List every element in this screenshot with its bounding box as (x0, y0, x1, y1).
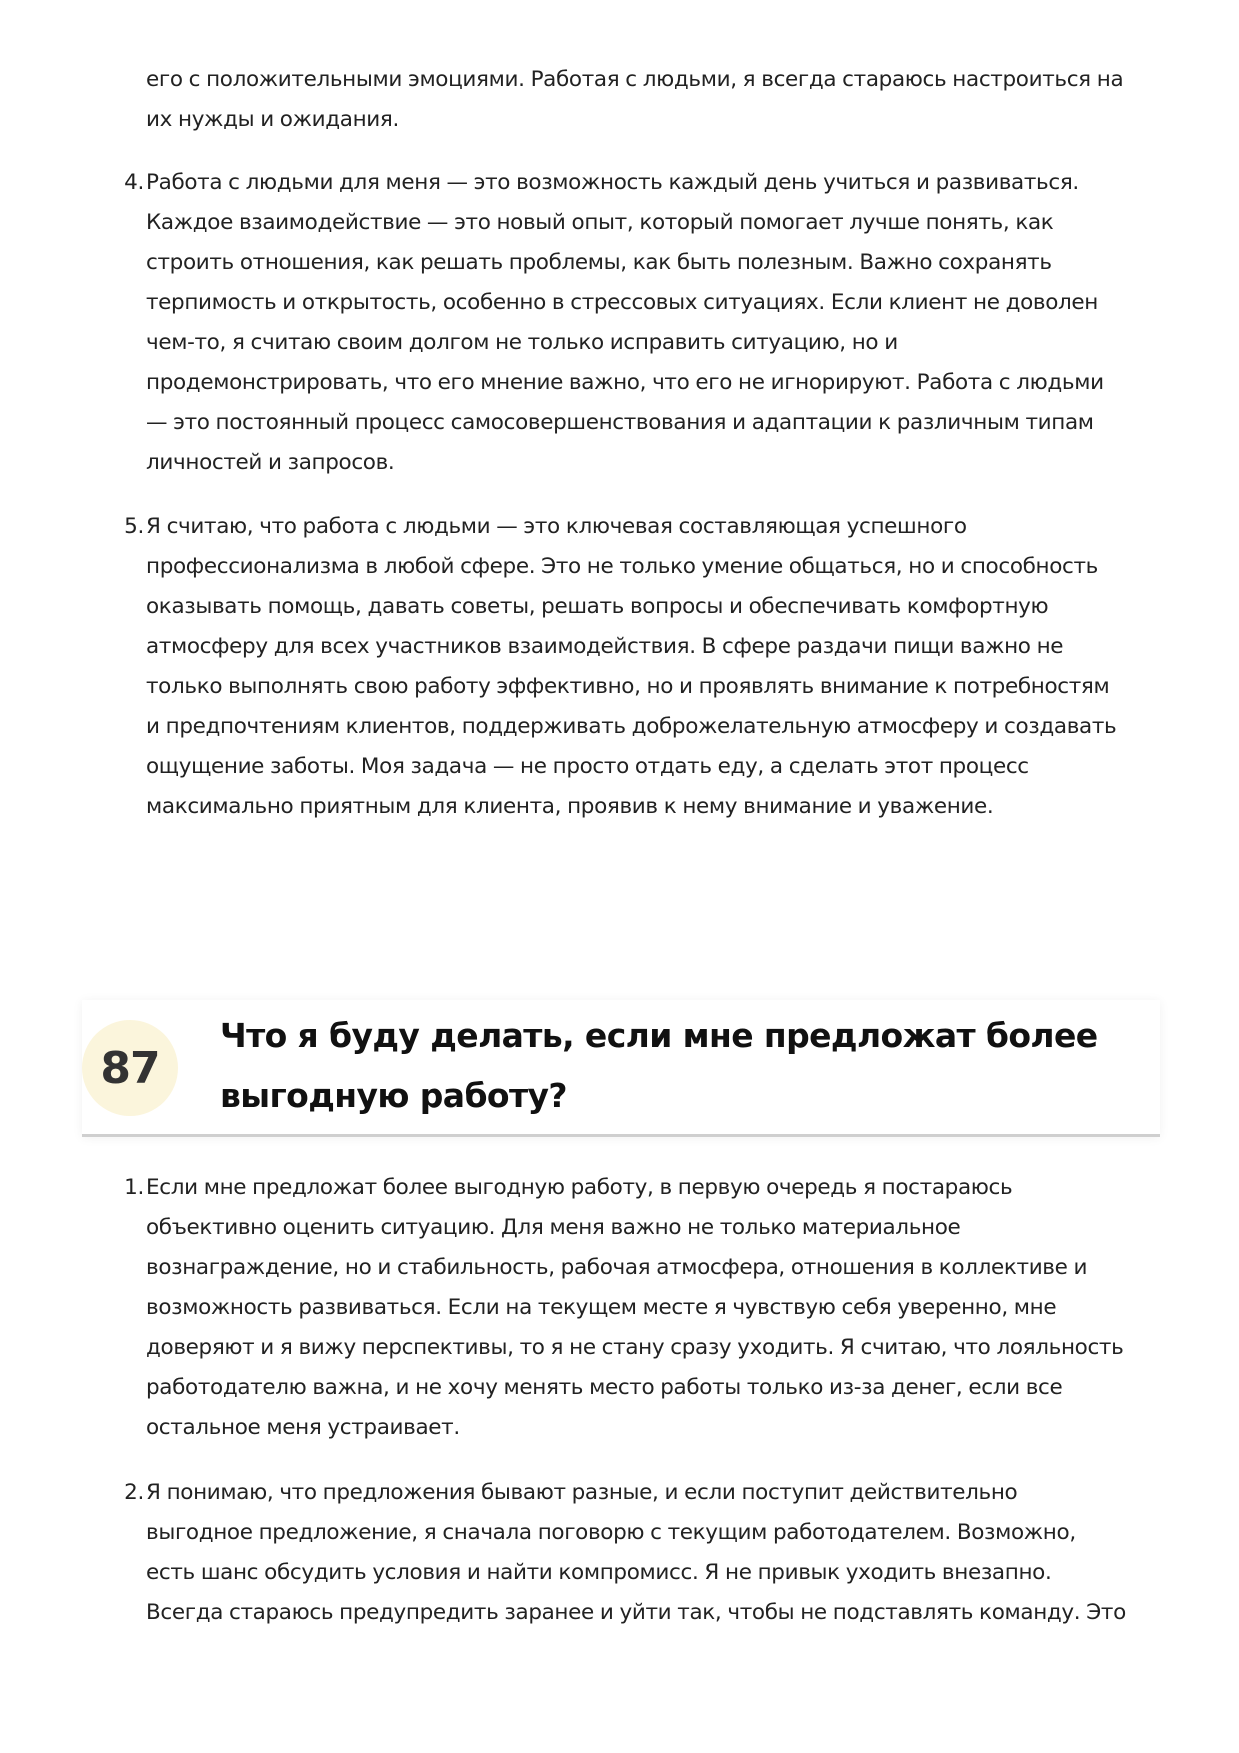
list-item-text (146, 1473, 1166, 1633)
continuation-paragraph (146, 60, 1166, 140)
title-line: Что я буду делать, если мне предложат более (220, 1016, 1098, 1055)
text-line: оказывать помощь, давать советы, решать вопросы и обеспечивать комфортную (146, 594, 1049, 619)
text-line: и предпочтениям клиентов, поддерживать доброжелательную атмосферу и создавать (146, 714, 1117, 739)
text-line: их нужды и ожидания. (146, 107, 399, 132)
text-line: максимально приятным для клиента, проявив к нему внимание и уважение. (146, 794, 994, 819)
text-line: есть шанс обсудить условия и найти компромисс. Я не привык уходить внезапно. (146, 1560, 1052, 1585)
text-line: профессионализма в любой сфере. Это не только умение общаться, но и способность (146, 554, 1099, 579)
text-line: доверяют и я вижу перспективы, то я не стану сразу уходить. Я считаю, что лояльность (146, 1335, 1124, 1360)
question-header (82, 1000, 1160, 1137)
text-line: терпимость и открытость, особенно в стрессовых ситуациях. Если клиент не доволен (146, 290, 1098, 315)
list-item-number: 4. (124, 170, 144, 195)
text-line: атмосферу для всех участников взаимодействия. В сфере раздачи пищи важно не (146, 634, 1064, 659)
list-item-text (146, 1168, 1166, 1448)
list-item (124, 163, 1166, 483)
text-line: вознаграждение, но и стабильность, рабочая атмосфера, отношения в коллективе и (146, 1255, 1088, 1280)
text-line: работодателю важна, и не хочу менять место работы только из-за денег, если все (146, 1375, 1063, 1400)
list-item-number: 2. (124, 1480, 144, 1505)
text-line: чем-то, я считаю своим долгом не только исправить ситуацию, но и (146, 330, 898, 355)
text-line: возможность развиваться. Если на текущем месте я чувствую себя уверенно, мне (146, 1295, 1057, 1320)
text-line: Каждое взаимодействие — это новый опыт, который помогает лучше понять, как (146, 210, 1054, 235)
text-line: Всегда стараюсь предупредить заранее и уйти так, чтобы не подставлять команду. Это (146, 1600, 1126, 1625)
text-line: Если мне предложат более выгодную работу, в первую очередь я постараюсь (146, 1175, 1013, 1200)
list-item (124, 1168, 1166, 1448)
text-line: строить отношения, как решать проблемы, как быть полезным. Важно сохранять (146, 250, 1052, 275)
list-item-number: 1. (124, 1175, 144, 1200)
text-line: Я считаю, что работа с людьми — это ключевая составляющая успешного (146, 514, 967, 539)
text-line: личностей и запросов. (146, 450, 395, 475)
list-item (124, 507, 1166, 827)
list-item-text (146, 507, 1166, 827)
text-line: Я понимаю, что предложения бывают разные, и если поступит действительно (146, 1480, 1018, 1505)
text-line: выгодное предложение, я сначала поговорю с текущим работодателем. Возможно, (146, 1520, 1076, 1545)
question-title (220, 1006, 1140, 1126)
title-line: выгодную работу? (220, 1076, 567, 1115)
list-item (124, 1473, 1166, 1633)
list-item-text (146, 163, 1166, 483)
text-line: ощущение заботы. Моя задача — не просто отдать еду, а сделать этот процесс (146, 754, 1029, 779)
text-line: Работа с людьми для меня — это возможность каждый день учиться и развиваться. (146, 170, 1079, 195)
text-line: объективно оценить ситуацию. Для меня важно не только материальное (146, 1215, 961, 1240)
text-line: остальное меня устраивает. (146, 1415, 460, 1440)
text-line: его с положительными эмоциями. Работая с людьми, я всегда стараюсь настроиться на (146, 67, 1124, 92)
list-item-number: 5. (124, 514, 144, 539)
question-number-badge: 87 (82, 1020, 178, 1116)
text-line: только выполнять свою работу эффективно, но и проявлять внимание к потребностям (146, 674, 1110, 699)
text-line: — это постоянный процесс самосовершенствования и адаптации к различным типам (146, 410, 1094, 435)
text-line: продемонстрировать, что его мнение важно, что его не игнорируют. Работа с людьми (146, 370, 1104, 395)
